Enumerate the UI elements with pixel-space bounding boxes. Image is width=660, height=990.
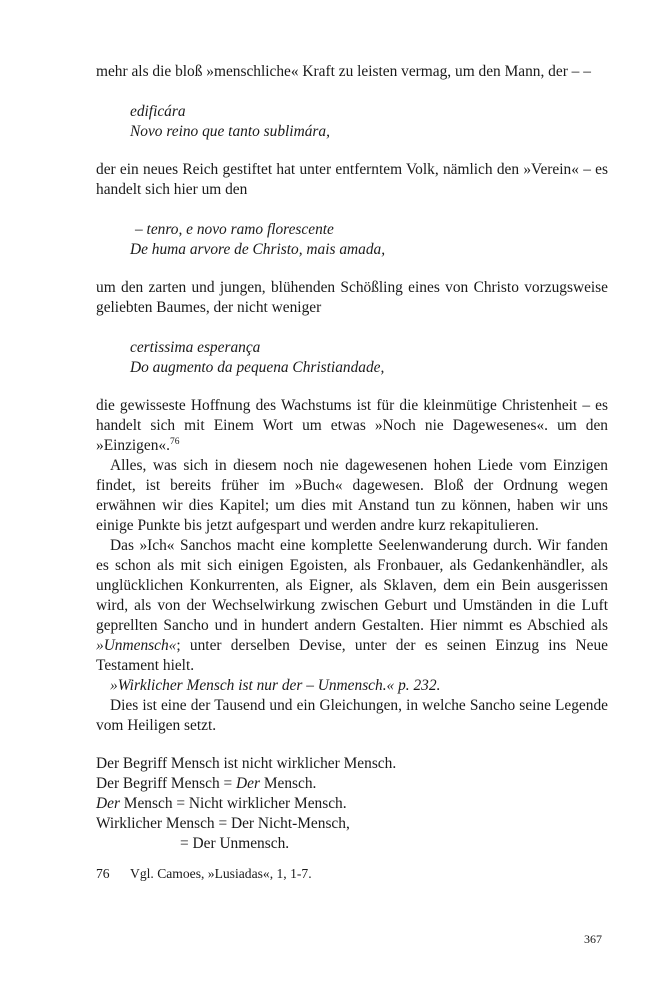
quotation-text: »Wirklicher Mensch ist nur der – Unmensch.« p. 232. [110, 677, 441, 694]
paragraph-7: Dies ist eine der Tausend und ein Gleichungen, in welche Sancho seine Legende vom Heiligen setzt. [96, 697, 608, 734]
equation-emphasis: Der [96, 795, 120, 812]
paragraph-1: mehr als die bloß »menschliche« Kraft zu leisten vermag, um den Mann, der – – [96, 63, 591, 80]
equation-text: Der Begriff Mensch = [96, 775, 237, 792]
equation-line-5: = Der Unmensch. [180, 835, 290, 852]
emphasis-unmensch: »Unmensch« [96, 637, 177, 654]
equation-line-4: Wirklicher Mensch = Der Nicht-Mensch, [96, 815, 350, 832]
paragraph-6 [96, 536, 608, 676]
page-body [96, 62, 608, 884]
verse-line: certissima esperança [130, 339, 261, 356]
equation-line-2 [96, 774, 608, 794]
paragraph-4 [96, 396, 608, 456]
paragraph-2: der ein neues Reich gestiftet hat unter entferntem Volk, nämlich den »Verein« – es handelt sich hier um den [96, 161, 608, 198]
equation-text: Mensch. [259, 775, 317, 792]
footnote-number: 76 [96, 866, 110, 881]
verse-block-3 [130, 338, 608, 378]
verse-block-2 [130, 220, 608, 260]
equation-emphasis: Der [236, 775, 260, 792]
verse-line: De huma arvore de Christo, mais amada, [130, 241, 386, 258]
paragraph-6-text: Das »Ich« Sanchos macht eine komplette Seelenwanderung durch. Wir fanden es schon als mit sich einigen Egoisten, als Fronbauer, als Gedankenhändler, als unglücklichen Konkurrenten, als Eigner, als Sklaven, dem ein Bein ausgerissen wird, als von der Wechselwirkung zwischen Geburt und Umständen in die Luft geprellten Sancho und in hundert andern Gestalten. Hier nimmt es Abschied als [96, 537, 608, 634]
equation-block [96, 754, 608, 854]
paragraph-4-text: die gewisseste Hoffnung des Wachstums ist für die kleinmütige Christenheit – es handelt sich mit Einem Wort um etwas »Noch nie Dagewesenes«. um den »Einzigen«. [96, 397, 608, 454]
paragraph-5: Alles, was sich in diesem noch nie dagewesenen hohen Liede vom Einzigen findet, ist bereits früher im »Buch« dagewesen. Bloß der Ordnung wegen erwähnen wir dies Kapitel; um dies mit Anstand tun zu können, haben wir uns einige Punkte bis jetzt aufgespart und werden andre kurz rekapitulieren. [96, 457, 608, 534]
verse-line: Novo reino que tanto sublimára, [130, 123, 330, 140]
verse-line: – tenro, e novo ramo florescente [135, 221, 334, 238]
verse-block-1 [130, 102, 608, 142]
verse-line: Do augmento da pequena Christiandade, [130, 359, 385, 376]
footnote-text: Vgl. Camoes, »Lusiadas«, 1, 1-7. [130, 866, 312, 881]
equation-line-1: Der Begriff Mensch ist nicht wirklicher Mensch. [96, 755, 397, 772]
footnote-reference[interactable]: 76 [169, 436, 180, 447]
quotation [96, 676, 608, 696]
equation-text: Mensch = Nicht wirklicher Mensch. [119, 795, 347, 812]
footnote [96, 864, 608, 884]
paragraph-3: um den zarten und jungen, blühenden Schößling eines von Christo vorzugsweise geliebten Baumes, der nicht weniger [96, 279, 608, 316]
verse-line: edificára [130, 103, 186, 120]
equation-line-3 [96, 794, 608, 814]
paragraph-6-text-end: ; unter derselben Devise, unter der es seinen Einzug ins Neue Testament hielt. [96, 637, 608, 674]
page-number: 367 [584, 932, 602, 946]
